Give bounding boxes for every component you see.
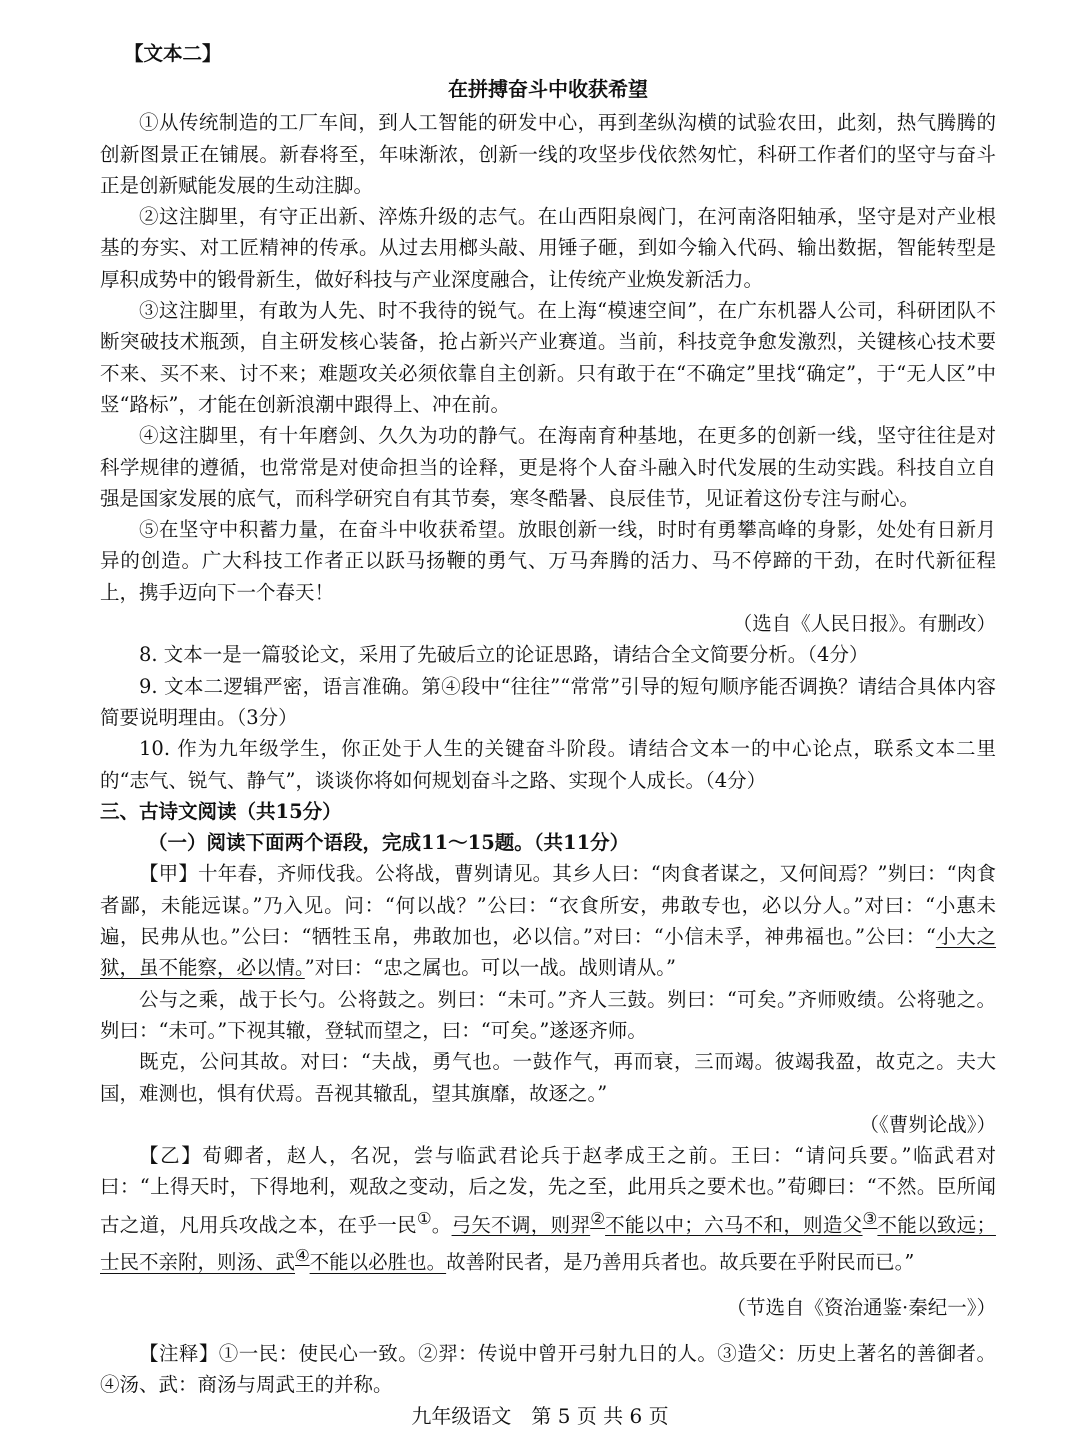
section-3-sub-heading: （一）阅读下面两个语段，完成11～15题。（共11分） [148, 831, 630, 855]
yi-text-b: 。 [431, 1213, 452, 1237]
text2-para-4: ④这注脚里，有十年磨剑、久久为功的静气。在海南育种基地，在更多的创新一线，坚守往往是对科学规律的遵循，也常常是对使命担当的诠释，更是将个人奋斗融入时代发展的生动实践。科技自立自强是国家发展的底气，而科学研究自有其节奏，寒冬酷暑、良辰佳节，见证着这份专注与耐心。 [100, 424, 996, 510]
text2-label: 【文本二】 [124, 42, 222, 65]
question-9: 9. 文本二逻辑严密，语言准确。第④段中“往往”“常常”引导的短句顺序能否调换？请结合具体内容简要说明理由。（3分） [100, 674, 996, 729]
jia-underlined-sentence: 小大之狱，虽不能察，必以情。 [100, 925, 996, 980]
text2-para-5: ⑤在坚守中积蓄力量，在奋斗中收获希望。放眼创新一线，时时有勇攀高峰的身影，处处有日新月异的创造。广大科技工作者正以跃马扬鞭的勇气、万马奔腾的活力、马不停蹄的干劲，在时代新征程上，携手迈向下一个春天！ [100, 518, 996, 604]
text2-title: 在拼搏奋斗中收获希望 [448, 77, 648, 102]
jia-source: （《曹刿论战》） [859, 1112, 996, 1136]
page-footer: 九年级语文 第 5 页 共 6 页 [411, 1404, 669, 1428]
note-marker-4: ④ [295, 1246, 310, 1266]
yi-text-c: 故善附民者，是乃善用兵者也。故兵要在乎附民而已。” [446, 1250, 915, 1274]
yi-underlined-1: 弓矢不调，则羿 [451, 1213, 591, 1237]
text2-para-1: ①从传统制造的工厂车间，到人工智能的研发中心，再到垄纵沟横的试验农田，此刻，热气腾腾的创新图景正在铺展。新春将至，年味渐浓，创新一线的攻坚步伐依然匆忙，科研工作者们的坚守与奋斗正是创新赋能发展的生动注脚。 [100, 111, 996, 197]
spacer [100, 1278, 996, 1292]
yi-underlined-2: 不能以中；六马不和，则造父 [605, 1213, 863, 1237]
spacer [100, 1324, 996, 1338]
yi-underlined-3: 不能以致远；士民不亲附，则汤、武 [100, 1213, 996, 1274]
section-3-heading: 三、古诗文阅读（共15分） [100, 799, 342, 823]
jia-para-2: 公与之乘，战于长勺。公将鼓之。刿曰：“未可。”齐人三鼓。刿曰：“可矣。”齐师败绩。公将驰之。刿曰：“未可。”下视其辙，登轼而望之，曰：“可矣。”遂逐齐师。 [100, 987, 996, 1042]
jia-para-1-text-a: 【甲】十年春，齐师伐我。公将战，曹刿请见。其乡人曰：“肉食者谋之，又何间焉？”刿曰：“肉食者鄙，未能远谋。”乃入见。问：“何以战？”公曰：“衣食所安，弗敢专也，必以分人。”对曰：“小惠未遍，民弗从也。”公曰：“牺牲玉帛，弗敢加也，必以信。”对曰：“小信未孚，神弗福也。”公曰：“ [100, 862, 996, 949]
yi-source: （节选自《资治通鉴·秦纪一》） [726, 1296, 996, 1320]
yi-text-a: 【乙】荀卿者，赵人，名况，尝与临武君论兵于赵孝成王之前。王曰：“请问兵要。”临武君对曰：“上得天时，下得地利，观敌之变动，后之发，先之至，此用兵之要术也。”荀卿曰：“不然。臣所闻古之道，凡用兵攻战之本，在乎一民 [100, 1144, 996, 1237]
note-marker-1: ① [416, 1208, 432, 1228]
text2-source: （选自《人民日报》。有删改） [732, 612, 996, 636]
yi-para [100, 1140, 996, 1278]
jia-para-3: 既克，公问其故。对曰：“夫战，勇气也。一鼓作气，再而衰，三而竭。彼竭我盈，故克之。夫大国，难测也，惧有伏焉。吾视其辙乱，望其旗靡，故逐之。” [100, 1050, 996, 1105]
question-10: 10. 作为九年级学生，你正处于人生的关键奋斗阶段。请结合文本一的中心论点，联系文本二里的“志气、锐气、静气”，谈谈你将如何规划奋斗之路、实现个人成长。（4分） [100, 737, 996, 792]
question-8: 8. 文本一是一篇驳论文，采用了先破后立的论证思路，请结合全文简要分析。（4分） [139, 643, 869, 667]
jia-para-1 [100, 858, 996, 983]
annotations: 【注释】①一民：使民心一致。②羿：传说中曾开弓射九日的人。③造父：历史上著名的善御者。④汤、武：商汤与周武王的并称。 [100, 1341, 996, 1396]
jia-para-1-text-b: ”对曰：“忠之属也。可以一战。战则请从。” [304, 956, 676, 980]
note-marker-3: ③ [862, 1208, 878, 1228]
note-marker-2: ② [590, 1208, 606, 1228]
text2-para-3: ③这注脚里，有敢为人先、时不我待的锐气。在上海“模速空间”，在广东机器人公司，科研团队不断突破技术瓶颈，自主研发核心装备，抢占新兴产业赛道。当前，科技竞争愈发激烈，关键核心技术要不来、买不来、讨不来；难题攻关必须依靠自主创新。只有敢于在“不确定”里找“确定”，于“无人区”中竖“路标”，才能在创新浪潮中跟得上、冲在前。 [100, 299, 996, 416]
yi-underlined-4: 不能以必胜也。 [309, 1250, 447, 1274]
text2-para-2: ②这注脚里，有守正出新、淬炼升级的志气。在山西阳泉阀门，在河南洛阳轴承，坚守是对产业根基的夯实、对工匠精神的传承。从过去用榔头敲、用锤子砸，到如今输入代码、输出数据，智能转型是厚积成势中的锻骨新生，做好科技与产业深度融合，让传统产业焕发新活力。 [100, 205, 996, 291]
